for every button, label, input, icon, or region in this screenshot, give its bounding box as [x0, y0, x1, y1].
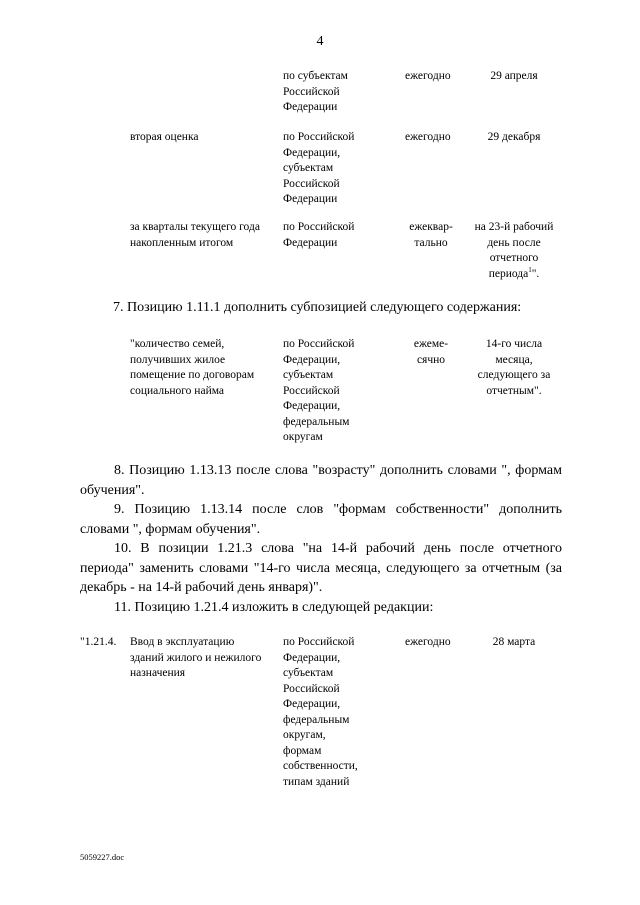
table-a-row2-level: по Российской Федерации, субъектам Российской Федерации — [283, 131, 355, 205]
footnote-mark: 1 — [528, 265, 532, 274]
paragraph-11: 11. Позицию 1.21.4 изложить в следующей редакции: — [114, 600, 434, 615]
table-a-row3-deadline-tail: ". — [531, 267, 540, 280]
paragraph-7: 7. Позицию 1.11.1 дополнить субпозицией следующего содержания: — [113, 300, 522, 315]
table-b-frequency: ежеме- сячно — [413, 338, 449, 366]
table-a-row1-deadline: 29 апреля — [490, 70, 538, 82]
table-a-row2-deadline: 29 декабря — [487, 131, 541, 143]
table-c-indicator: Ввод в эксплуатацию зданий жилого и нежилого назначения — [130, 636, 262, 679]
table-a-row1-level: по субъектам Российской Федерации — [283, 70, 348, 113]
table-c-deadline: 28 марта — [492, 636, 536, 648]
table-a-row3-frequency: ежеквар- тально — [409, 221, 453, 249]
table-a-row1-frequency: ежегодно — [405, 70, 451, 82]
page-number: 4 — [316, 34, 324, 49]
table-c-level: по Российской Федерации, субъектам Российской Федерации, федеральным округам, формам собственности, типам зданий — [283, 636, 358, 788]
table-b-indicator: "количество семей, получивших жилое помещение по договорам социального найма — [130, 338, 255, 397]
table-a-row3-deadline-text: на 23-й рабочий день после отчетного — [474, 221, 554, 264]
paragraph-8: 8. Позицию 1.13.13 после слова "возрасту" дополнить словами ", формам обучения". — [80, 463, 562, 498]
table-a-row3-indicator: за кварталы текущего года накопленным итогом — [130, 221, 260, 249]
table-c-number: "1.21.4. — [80, 636, 117, 648]
table-a-row3-deadline — [466, 220, 562, 282]
table-c-frequency: ежегодно — [405, 636, 451, 648]
table-a-row2-indicator: вторая оценка — [130, 131, 199, 143]
table-a-row3-deadline-last: периода — [488, 267, 529, 280]
paragraph-9: 9. Позицию 1.13.14 после слов "формам собственности" дополнить словами ", формам обучения". — [80, 502, 562, 537]
table-b-level: по Российской Федерации, субъектам Российской Федерации, федеральным округам — [283, 338, 355, 443]
footer-filename: 5059227.doc — [80, 852, 125, 862]
table-b-deadline: 14-го числа месяца, следующего за отчетным". — [477, 338, 551, 397]
paragraph-10: 10. В позиции 1.21.3 слова "на 14-й рабочий день после отчетного периода" заменить словами "14-го числа месяца, следующего за отчетным (за декабрь - на 14-й рабочий день января)". — [80, 541, 562, 595]
table-a-row2-frequency: ежегодно — [405, 131, 451, 143]
table-a-row3-level: по Российской Федерации — [283, 221, 355, 249]
